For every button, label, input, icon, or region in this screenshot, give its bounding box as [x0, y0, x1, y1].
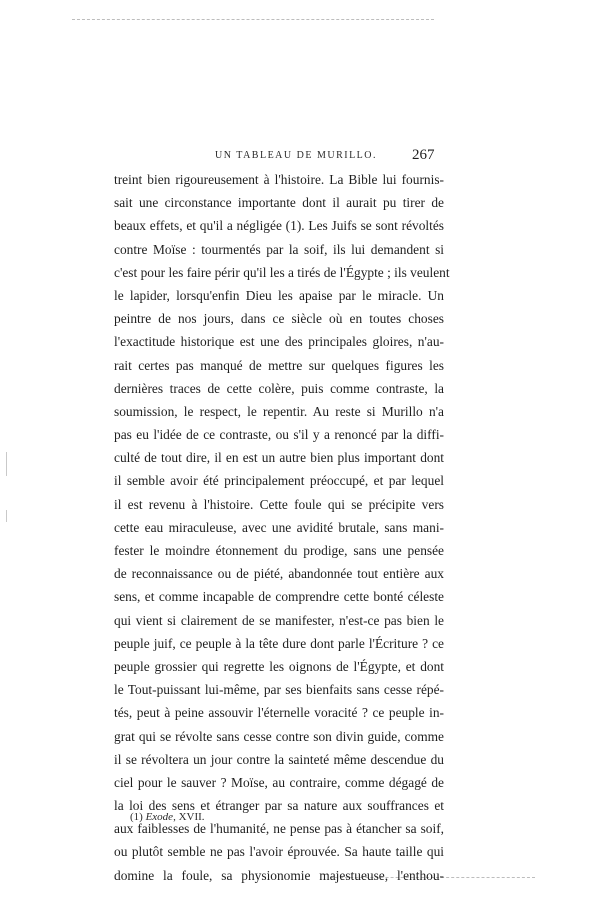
text-line: treint bien rigoureusement à l'histoire. La Bible lui fournis-	[114, 172, 444, 187]
text-line: pas eu l'idée de ce contraste, ou s'il y a renoncé par la diffi-	[114, 427, 444, 443]
text-line: le lapider, lorsqu'enfin Dieu les apaise par le miracle. Un	[114, 287, 444, 303]
text-line: de reconnaissance ou de piété, abandonnée tout entière aux	[114, 566, 444, 582]
text-line: domine la foule, sa physionomie majestueuse, l'enthou-	[114, 867, 444, 883]
body-text	[114, 168, 450, 887]
text-line: grat qui se révolte sans cesse contre son divin guide, comme	[114, 728, 444, 744]
footnote	[130, 811, 205, 823]
text-line: beaux effets, et qu'il a négligée (1). Les Juifs se sont révoltés	[114, 218, 444, 234]
scan-edge-top	[72, 19, 434, 20]
scan-edge-mark	[6, 510, 7, 522]
text-line: contre Moïse : tourmentés par la soif, ils lui demandent si	[114, 241, 444, 257]
text-line: culté de tout dire, il en est un autre bien plus important dont	[114, 450, 444, 466]
text-line: ciel pour le sauver ? Moïse, au contraire, comme dégagé de	[114, 774, 444, 790]
running-title: UN TABLEAU DE MURILLO.	[215, 150, 378, 161]
text-line: peuple grossier qui regrette les oignons de l'Égypte, et dont	[114, 658, 444, 674]
text-line: il se révoltera un jour contre la sainteté même descendue du	[114, 751, 444, 767]
text-line: cette eau miraculeuse, avec une avidité brutale, sans mani-	[114, 519, 444, 535]
text-line: sait une circonstance importante dont il aurait pu tirer de	[114, 195, 444, 211]
text-line: c'est pour les faire périr qu'il les a tirés de l'Égypte ; ils veulent	[114, 264, 450, 280]
text-line: fester le moindre étonnement du prodige, sans une pensée	[114, 543, 444, 558]
text-line: il est revenu à l'histoire. Cette foule qui se précipite vers	[114, 496, 444, 512]
text-line: ou plutôt semble ne pas l'avoir éprouvée. Sa haute taille qui	[114, 844, 444, 860]
text-line: tés, peut à peine assouvir l'éternelle voracité ? ce peuple in-	[114, 705, 444, 721]
footnote-chapter: , XVII.	[173, 811, 205, 823]
text-line: la loi des sens et étranger par sa nature aux souffrances et	[114, 798, 444, 814]
text-line: rait certes pas manqué de mettre sur quelques figures les	[114, 357, 444, 373]
scan-edge-mark	[6, 452, 7, 476]
text-line: le Tout-puissant lui-même, par ses bienfaits sans cesse répé-	[114, 682, 444, 698]
text-line: soumission, le respect, le repentir. Au reste si Murillo n'a	[114, 403, 444, 419]
footnote-marker: (1)	[130, 811, 143, 823]
text-line: peintre de nos jours, dans ce siècle où en toutes choses	[114, 311, 444, 327]
text-line: il semble avoir été principalement préoccupé, et par lequel	[114, 473, 444, 489]
text-line: aux faiblesses de l'humanité, ne pense pas à étancher sa soif,	[114, 821, 444, 837]
text-line: qui vient si clairement de se manifester, n'est-ce pas bien le	[114, 612, 444, 628]
text-line: sens, et comme incapable de comprendre cette bonté céleste	[114, 589, 444, 605]
page-number: 267	[412, 147, 435, 163]
text-line: peuple juif, ce peuple à la tête dure dont parle l'Écriture ? ce	[114, 635, 444, 651]
footnote-source: Exode	[145, 811, 174, 823]
text-line: l'exactitude historique est une des principales gloires, n'au-	[114, 334, 444, 350]
text-line: dernières traces de cette colère, puis comme contraste, la	[114, 380, 444, 396]
